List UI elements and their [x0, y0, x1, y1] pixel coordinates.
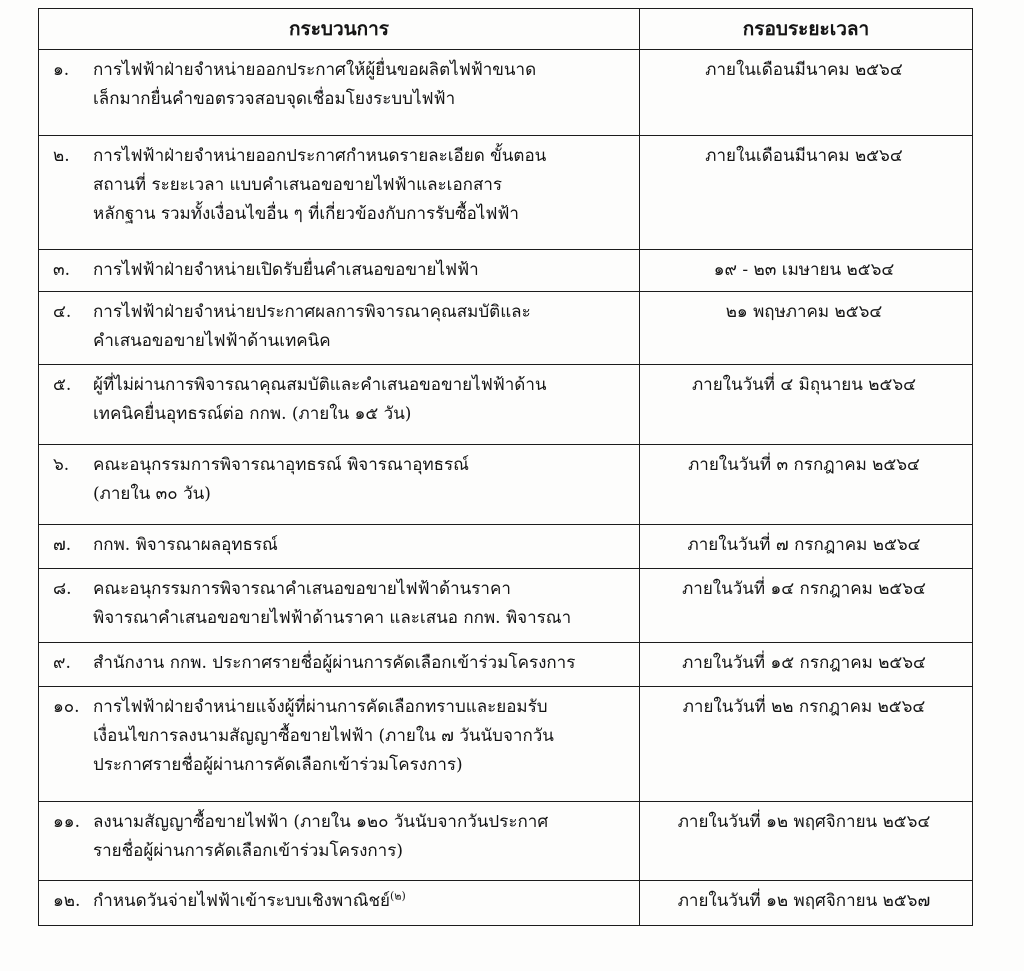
- process-line: [93, 575, 629, 604]
- row-number: ๑๐.: [53, 697, 80, 717]
- process-line: [93, 604, 629, 633]
- process-line-text: (ภายใน ๓๐ วัน): [93, 484, 211, 504]
- process-text: [93, 808, 635, 866]
- timeframe-cell: ภายในวันที่ ๑๔ กรกฎาคม ๒๕๖๔: [640, 569, 973, 643]
- row-number: ๕.: [53, 375, 72, 395]
- table-row: [39, 881, 973, 926]
- process-cell: [39, 525, 640, 569]
- process-line: [93, 298, 629, 327]
- process-cell: [39, 445, 640, 525]
- process-text: [93, 56, 635, 114]
- process-cell: [39, 292, 640, 365]
- process-cell: [39, 569, 640, 643]
- process-line: [93, 887, 629, 916]
- process-line: [93, 56, 629, 85]
- process-line: [93, 722, 629, 751]
- process-content: [39, 575, 635, 633]
- row-number: ๑๑.: [53, 812, 80, 832]
- process-content: [39, 531, 635, 560]
- process-content: [39, 693, 635, 780]
- table-row: [39, 250, 973, 292]
- row-number: ๒.: [53, 146, 70, 166]
- header-timeframe: กรอบระยะเวลา: [640, 9, 973, 50]
- timeframe-cell: ภายในเดือนมีนาคม ๒๕๖๔: [640, 136, 973, 250]
- process-line-text: ประกาศรายชื่อผู้ผ่านการคัดเลือกเข้าร่วมโครงการ): [93, 755, 463, 775]
- process-text: [93, 887, 635, 916]
- process-line: [93, 531, 629, 560]
- table-row: [39, 445, 973, 525]
- process-line-text: รายชื่อผู้ผ่านการคัดเลือกเข้าร่วมโครงการ): [93, 841, 403, 861]
- row-number: ๘.: [53, 579, 72, 599]
- process-line-text: คำเสนอขอขายไฟฟ้าด้านเทคนิค: [93, 331, 331, 351]
- table-row: [39, 365, 973, 445]
- process-text: [93, 693, 635, 780]
- process-text: [93, 649, 635, 678]
- timeframe-cell: ๑๙ - ๒๓ เมษายน ๒๕๖๔: [640, 250, 973, 292]
- table-row: [39, 802, 973, 881]
- process-line: [93, 327, 629, 356]
- process-line-text: กกพ. พิจารณาผลอุทธรณ์: [93, 535, 278, 555]
- header-process: กระบวนการ: [39, 9, 640, 50]
- table-header-row: [39, 9, 973, 50]
- process-cell: [39, 365, 640, 445]
- process-line-text: สำนักงาน กกพ. ประกาศรายชื่อผู้ผ่านการคัดเลือกเข้าร่วมโครงการ: [93, 653, 576, 673]
- row-number: ๗.: [53, 535, 72, 555]
- timeframe-cell: ภายในวันที่ ๒๒ กรกฎาคม ๒๕๖๔: [640, 687, 973, 802]
- table-row: [39, 136, 973, 250]
- process-line-text: เงื่อนไขการลงนามสัญญาซื้อขายไฟฟ้า (ภายใน ๗ วันนับจากวัน: [93, 726, 554, 746]
- process-line: [93, 808, 629, 837]
- process-line-text: การไฟฟ้าฝ่ายจำหน่ายออกประกาศกำหนดรายละเอียด ขั้นตอน: [93, 146, 547, 166]
- timeframe-cell: ภายในวันที่ ๑๕ กรกฎาคม ๒๕๖๔: [640, 643, 973, 687]
- row-number: ๖.: [53, 455, 70, 475]
- process-text: [93, 142, 635, 229]
- process-line: [93, 751, 629, 780]
- table-row: [39, 525, 973, 569]
- process-content: [39, 887, 635, 916]
- process-content: [39, 451, 635, 509]
- process-content: [39, 256, 635, 285]
- process-text: [93, 451, 635, 509]
- process-cell: [39, 802, 640, 881]
- process-content: [39, 371, 635, 429]
- process-line: [93, 451, 629, 480]
- process-line-text: ผู้ที่ไม่ผ่านการพิจารณาคุณสมบัติและคำเสนอขอขายไฟฟ้าด้าน: [93, 375, 547, 395]
- process-line: [93, 371, 629, 400]
- process-line: [93, 200, 629, 229]
- process-line-text: การไฟฟ้าฝ่ายจำหน่ายแจ้งผู้ที่ผ่านการคัดเลือกทราบและยอมรับ: [93, 697, 548, 717]
- process-line: [93, 142, 629, 171]
- process-line-text: การไฟฟ้าฝ่ายจำหน่ายประกาศผลการพิจารณาคุณสมบัติและ: [93, 302, 531, 322]
- process-cell: [39, 250, 640, 292]
- timeframe-cell: ภายในวันที่ ๑๒ พฤศจิกายน ๒๕๖๔: [640, 802, 973, 881]
- process-line: [93, 837, 629, 866]
- process-line: [93, 693, 629, 722]
- timeframe-cell: ๒๑ พฤษภาคม ๒๕๖๔: [640, 292, 973, 365]
- process-text: [93, 371, 635, 429]
- process-line-text: กำหนดวันจ่ายไฟฟ้าเข้าระบบเชิงพาณิชย์: [93, 891, 391, 911]
- row-number: ๙.: [53, 653, 71, 673]
- timeframe-cell: ภายในวันที่ ๓ กรกฎาคม ๒๕๖๔: [640, 445, 973, 525]
- row-number: ๔.: [53, 302, 72, 322]
- process-cell: [39, 687, 640, 802]
- table-row: [39, 50, 973, 136]
- process-line-text: การไฟฟ้าฝ่ายจำหน่ายออกประกาศให้ผู้ยื่นขอผลิตไฟฟ้าขนาด: [93, 60, 537, 80]
- process-line-text: หลักฐาน รวมทั้งเงื่อนไขอื่น ๆ ที่เกี่ยวข้องกับการรับซื้อไฟฟ้า: [93, 204, 519, 224]
- process-content: [39, 56, 635, 114]
- schedule-table: [38, 8, 973, 926]
- process-text: [93, 298, 635, 356]
- process-content: [39, 298, 635, 356]
- timeframe-cell: ภายในวันที่ ๔ มิถุนายน ๒๕๖๔: [640, 365, 973, 445]
- table-row: [39, 643, 973, 687]
- row-number: ๓.: [53, 260, 71, 280]
- table-row: [39, 292, 973, 365]
- process-line-text: เล็กมากยื่นคำขอตรวจสอบจุดเชื่อมโยงระบบไฟฟ้า: [93, 89, 456, 109]
- table-row: [39, 687, 973, 802]
- process-cell: [39, 136, 640, 250]
- process-line-text: คณะอนุกรรมการพิจารณาอุทธรณ์ พิจารณาอุทธรณ์: [93, 455, 469, 475]
- process-cell: [39, 50, 640, 136]
- table-row: [39, 569, 973, 643]
- process-text: [93, 575, 635, 633]
- row-number: ๑.: [53, 60, 70, 80]
- process-line: [93, 85, 629, 114]
- process-line-text: สถานที่ ระยะเวลา แบบคำเสนอขอขายไฟฟ้าและเอกสาร: [93, 175, 502, 195]
- process-line-text: การไฟฟ้าฝ่ายจำหน่ายเปิดรับยื่นคำเสนอขอขายไฟฟ้า: [93, 260, 479, 280]
- process-line: [93, 480, 629, 509]
- process-line-text: คณะอนุกรรมการพิจารณาคำเสนอขอขายไฟฟ้าด้านราคา: [93, 579, 511, 599]
- process-cell: [39, 881, 640, 926]
- process-content: [39, 142, 635, 229]
- timeframe-cell: ภายในวันที่ ๗ กรกฎาคม ๒๕๖๔: [640, 525, 973, 569]
- timeframe-cell: ภายในเดือนมีนาคม ๒๕๖๔: [640, 50, 973, 136]
- process-line-text: ลงนามสัญญาซื้อขายไฟฟ้า (ภายใน ๑๒๐ วันนับจากวันประกาศ: [93, 812, 549, 832]
- timeframe-cell: ภายในวันที่ ๑๒ พฤศจิกายน ๒๕๖๗: [640, 881, 973, 926]
- process-content: [39, 808, 635, 866]
- process-line: [93, 256, 629, 285]
- process-line-text: พิจารณาคำเสนอขอขายไฟฟ้าด้านราคา และเสนอ กกพ. พิจารณา: [93, 608, 572, 628]
- process-text: [93, 531, 635, 560]
- process-line: [93, 171, 629, 200]
- footnote-marker: (๒): [390, 889, 406, 903]
- process-line-text: เทคนิคยื่นอุทธรณ์ต่อ กกพ. (ภายใน ๑๕ วัน): [93, 404, 412, 424]
- process-line: [93, 400, 629, 429]
- process-cell: [39, 643, 640, 687]
- process-content: [39, 649, 635, 678]
- process-line: [93, 649, 629, 678]
- table-body: [39, 50, 973, 926]
- process-text: [93, 256, 635, 285]
- row-number: ๑๒.: [53, 891, 81, 911]
